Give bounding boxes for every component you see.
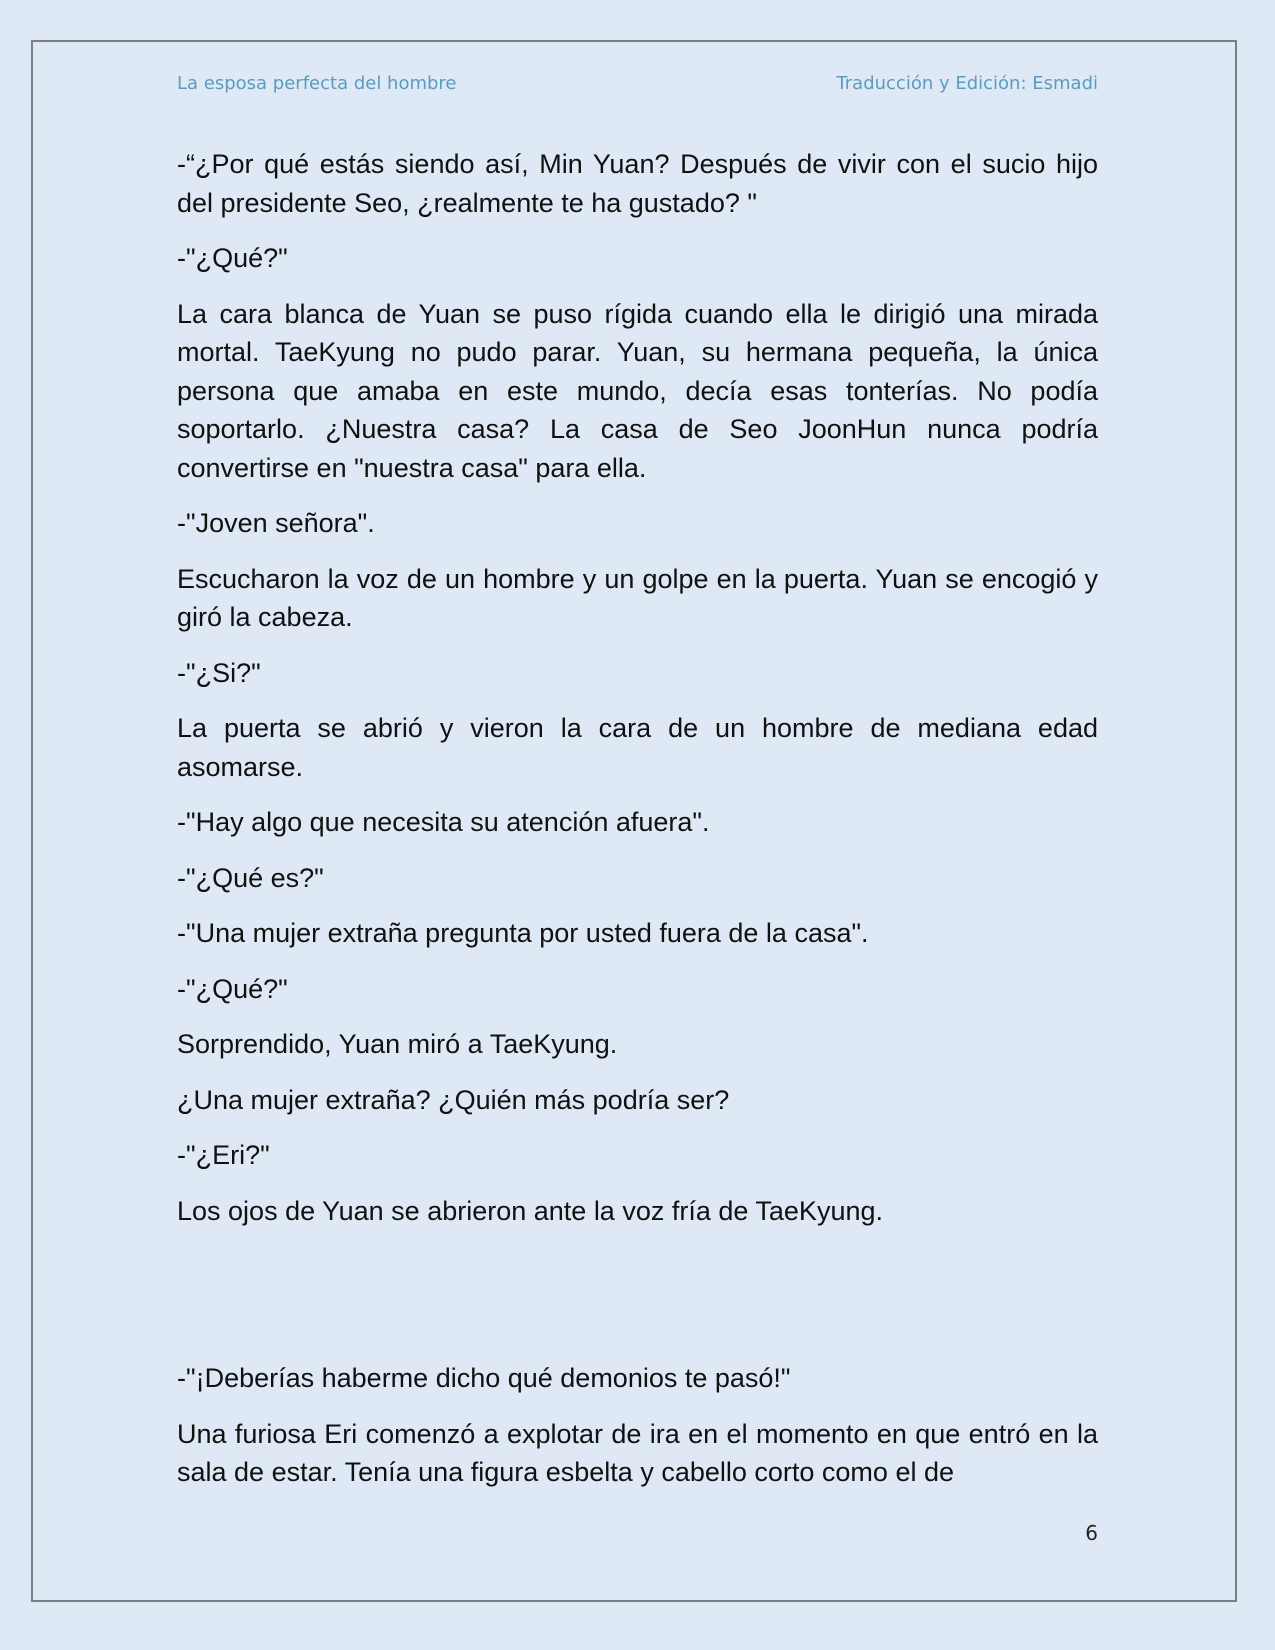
paragraph: -"¿Qué?" (177, 243, 288, 273)
paragraph: ¿Una mujer extraña? ¿Quién más podría ser? (177, 1084, 730, 1115)
paragraph: -"¿Qué?" (177, 973, 288, 1004)
paragraph: -“¿Por qué estás siendo así, Min Yuan? Después de vivir con el sucio hijo del presidente Seo, ¿realmente te ha gustado? " (177, 149, 1098, 218)
paragraph: Sorprendido, Yuan miró a TaeKyung. (177, 1029, 618, 1059)
header-book-title: La esposa perfecta del hombre (177, 73, 457, 94)
paragraph: La cara blanca de Yuan se puso rígida cuando ella le dirigió una mirada mortal. TaeKyung no pudo parar. Yuan, su hermana pequeña, la única persona que amaba en este mundo, decía esas tonterías. No podía soportarlo. ¿Nuestra casa? La casa de Seo JoonHun nunca podría convertirse en "nuestra casa" para ella. (177, 298, 1098, 483)
paragraph: -"Una mujer extraña pregunta por usted fuera de la casa". (177, 918, 869, 948)
paragraph: Los ojos de Yuan se abrieron ante la voz fría de TaeKyung. (177, 1195, 883, 1226)
page-number: 6 (1085, 1521, 1098, 1545)
paragraph: -"Joven señora". (177, 508, 375, 538)
document-body (177, 145, 1098, 1509)
paragraph: -"¿Qué es?" (177, 862, 324, 893)
paragraph: -"¿Si?" (177, 657, 261, 688)
paragraph: -"¡Deberías haberme dicho qué demonios te pasó!" (177, 1363, 791, 1393)
section-gap (177, 1247, 1098, 1359)
header-credits: Traducción y Edición: Esmadi (836, 73, 1098, 94)
paragraph: -"¿Eri?" (177, 1140, 270, 1170)
paragraph: Escucharon la voz de un hombre y un golpe en la puerta. Yuan se encogió y giró la cabeza. (177, 563, 1098, 632)
paragraph: -"Hay algo que necesita su atención afuera". (177, 807, 710, 837)
paragraph: Una furiosa Eri comenzó a explotar de ira en el momento en que entró en la sala de estar. Tenía una figura esbelta y cabello corto como el de (177, 1418, 1098, 1487)
paragraph: La puerta se abrió y vieron la cara de un hombre de mediana edad asomarse. (177, 713, 1098, 782)
